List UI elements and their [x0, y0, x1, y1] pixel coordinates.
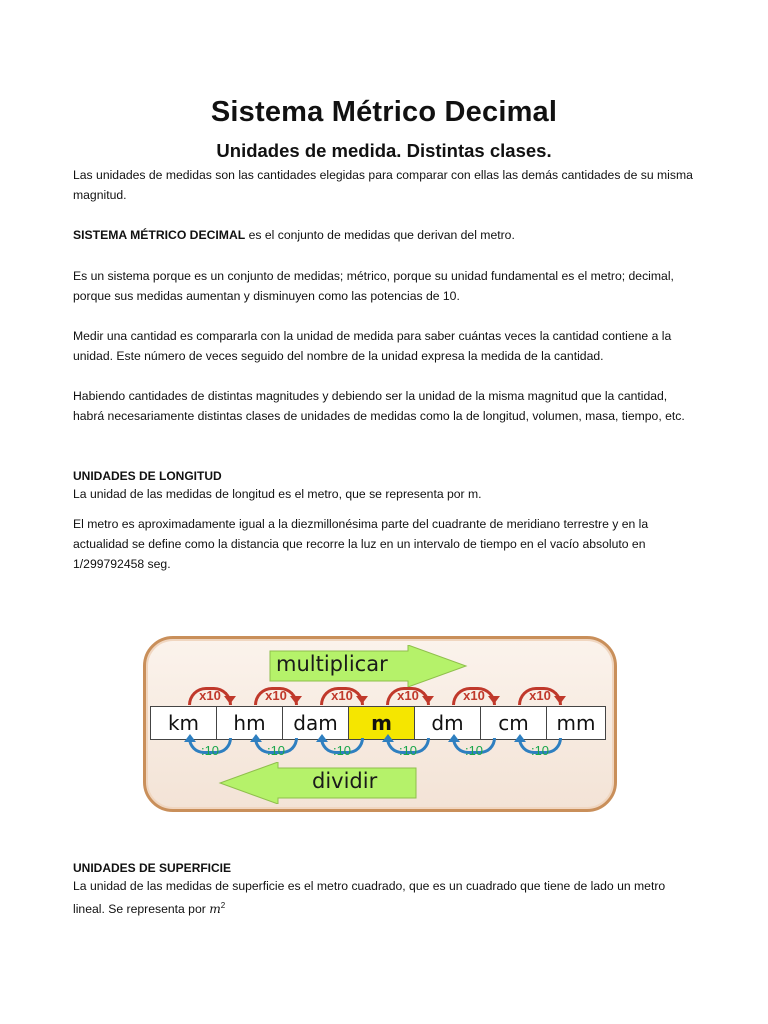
unit-km: km: [151, 707, 217, 739]
page-title: Sistema Métrico Decimal: [210, 96, 558, 128]
divide-ten-label: :10: [530, 743, 550, 758]
times-ten-step: [246, 686, 306, 706]
superficie-line: [73, 876, 698, 919]
times-ten-label: x10: [397, 688, 419, 703]
divide-ten-step: [246, 738, 306, 756]
times-ten-label: x10: [463, 688, 485, 703]
divide-ten-label: :10: [464, 743, 484, 758]
unit-dam: dam: [283, 707, 349, 739]
smd-definition: es el conjunto de medidas que derivan del metro.: [245, 228, 515, 242]
multiply-label: multiplicar: [276, 652, 388, 676]
times-ten-step: [378, 686, 438, 706]
unit-dm: dm: [415, 707, 481, 739]
divide-ten-label: :10: [200, 743, 220, 758]
square-exponent: 2: [220, 901, 226, 910]
paragraph-definition: Las unidades de medidas son las cantidades elegidas para comparar con ellas las demás cantidades de su misma magnitud.: [73, 168, 693, 202]
longitud-line: La unidad de las medidas de longitud es el metro, que se representa por m.: [73, 487, 482, 501]
times-ten-label: x10: [199, 688, 221, 703]
paragraph-magnitudes: Habiendo cantidades de distintas magnitudes y debiendo ser la unidad de la misma magnitud que la cantidad, habrá necesariamente distintas clases de unidades de medidas como la de longitud, volumen, masa, tiempo, etc.: [73, 389, 685, 423]
longitud-paragraph: El metro es aproximadamente igual a la diezmillonésima parte del cuadrante de meridiano terrestre y en la actualidad se define como la distancia que recorre la luz en un intervalo de tiempo en el vacío absoluto en 1/299792458 seg.: [73, 517, 649, 571]
times-ten-label: x10: [529, 688, 551, 703]
divide-ten-step: [312, 738, 372, 756]
page-subtitle: Unidades de medida. Distintas clases.: [216, 140, 552, 161]
paragraph-smd: [73, 225, 698, 245]
times-ten-step: [510, 686, 570, 706]
times-ten-step: [444, 686, 504, 706]
times-ten-label: x10: [265, 688, 287, 703]
divide-label: dividir: [312, 769, 378, 793]
divide-ten-label: :10: [266, 743, 286, 758]
unit-m: m: [349, 707, 415, 739]
paragraph-system: Es un sistema porque es un conjunto de medidas; métrico, porque su unidad fundamental es el metro; decimal, porque sus medidas aumentan y disminuyen como las potencias de 10.: [73, 269, 674, 303]
unit-scale: [150, 706, 606, 740]
divide-ten-step: [378, 738, 438, 756]
paragraph-measure: Medir una cantidad es compararla con la unidad de medida para saber cuántas veces la cantidad contiene a la unidad. Este número de veces seguido del nombre de la unidad expresa la medida de la cantidad.: [73, 329, 672, 363]
heading-superficie: UNIDADES DE SUPERFICIE: [73, 861, 232, 875]
heading-longitud: UNIDADES DE LONGITUD: [73, 469, 222, 483]
unit-mm: mm: [556, 711, 596, 735]
square-meter-symbol: m: [209, 902, 221, 917]
unit-hm: hm: [217, 707, 283, 739]
times-ten-label: x10: [331, 688, 353, 703]
superficie-text: La unidad de las medidas de superficie es el metro cuadrado, que es un cuadrado que tiene de lado un metro lineal. Se representa por: [73, 879, 666, 917]
divide-ten-step: [510, 738, 570, 756]
divide-ten-label: :10: [332, 743, 352, 758]
divide-ten-label: :10: [398, 743, 418, 758]
smd-term: SISTEMA MÉTRICO DECIMAL: [73, 228, 246, 242]
unit-cm: cm: [481, 707, 547, 739]
divide-ten-step: [180, 738, 240, 756]
times-ten-step: [312, 686, 372, 706]
divide-ten-step: [444, 738, 504, 756]
times-ten-step: [180, 686, 240, 706]
